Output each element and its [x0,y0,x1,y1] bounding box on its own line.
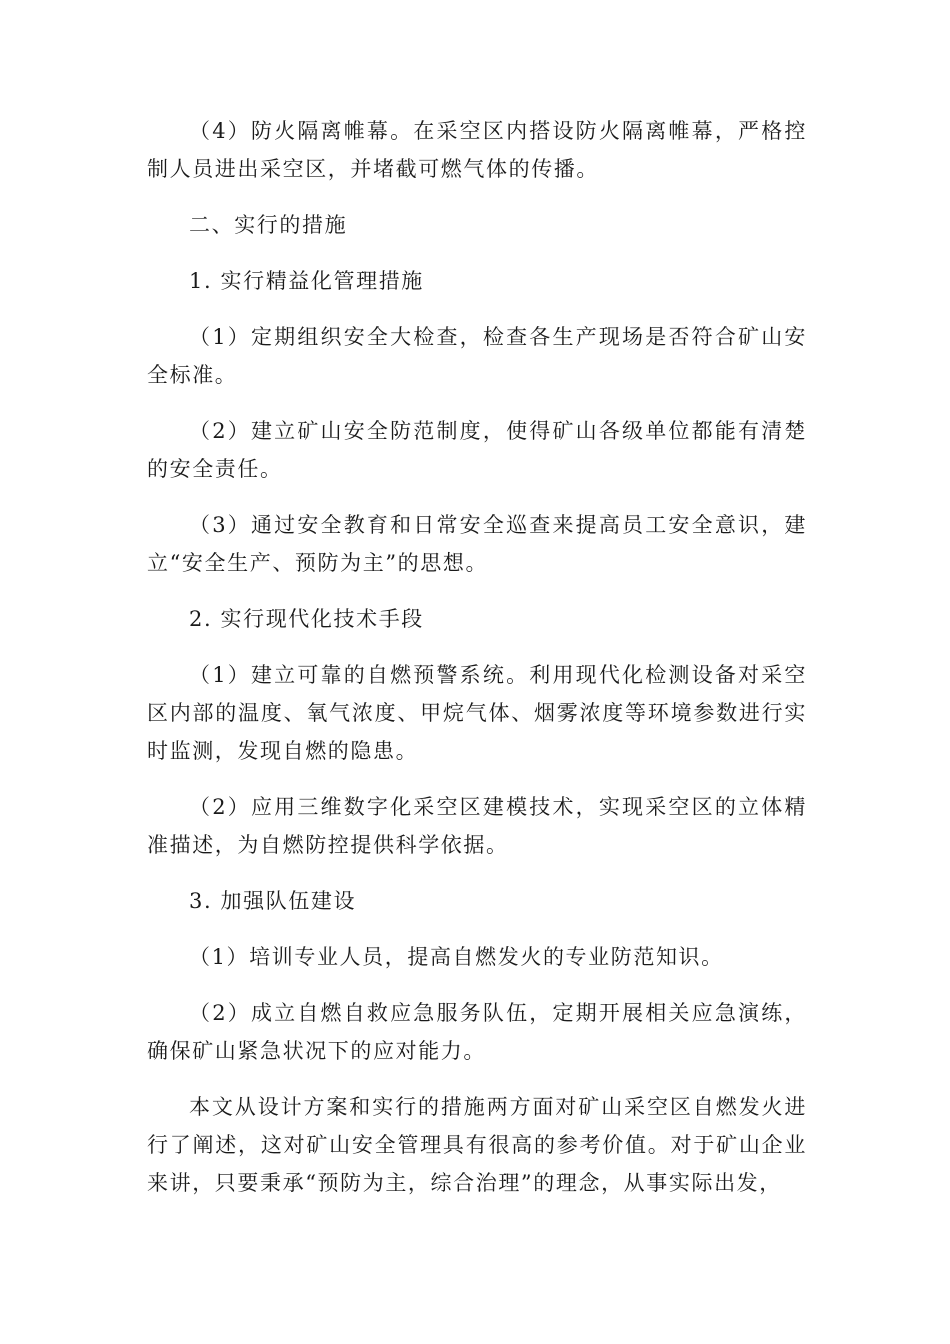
paragraph-fire-curtain: （4）防火隔离帷幕。在采空区内搭设防火隔离帷幕，严格控制人员进出采空区，并堵截可燃气体的传播。 [147,119,807,181]
section-heading-measures: 二、实行的措施 [189,213,348,237]
paragraph-safety-education: （3）通过安全教育和日常安全巡查来提高员工安全意识，建立“安全生产、预防为主”的思想。 [147,513,807,575]
subheading-modern-technology: 2. 实行现代化技术手段 [189,607,424,631]
paragraph-training: （1）培训专业人员，提高自燃发火的专业防范知识。 [189,945,724,969]
paragraph-safety-system: （2）建立矿山安全防范制度，使得矿山各级单位都能有清楚的安全责任。 [147,419,807,481]
paragraph-3d-modeling: （2）应用三维数字化采空区建模技术，实现采空区的立体精准描述，为自燃防控提供科学依据。 [147,795,807,857]
paragraph-early-warning: （1）建立可靠的自燃预警系统。利用现代化检测设备对采空区内部的温度、氧气浓度、甲烷气体、烟雾浓度等环境参数进行实时监测，发现自燃的隐患。 [147,663,807,763]
paragraph-emergency-team: （2）成立自燃自救应急服务队伍，定期开展相关应急演练，确保矿山紧急状况下的应对能力。 [147,1001,807,1063]
paragraph-conclusion: 本文从设计方案和实行的措施两方面对矿山采空区自燃发火进行了阐述，这对矿山安全管理具有很高的参考价值。对于矿山企业来讲，只要秉承“预防为主，综合治理”的理念，从事实际出发， [147,1095,807,1195]
subheading-team-building: 3. 加强队伍建设 [189,889,357,913]
document-body [147,112,807,1220]
subheading-lean-management: 1. 实行精益化管理措施 [189,269,424,293]
paragraph-safety-inspection: （1）定期组织安全大检查，检查各生产现场是否符合矿山安全标准。 [147,325,807,387]
